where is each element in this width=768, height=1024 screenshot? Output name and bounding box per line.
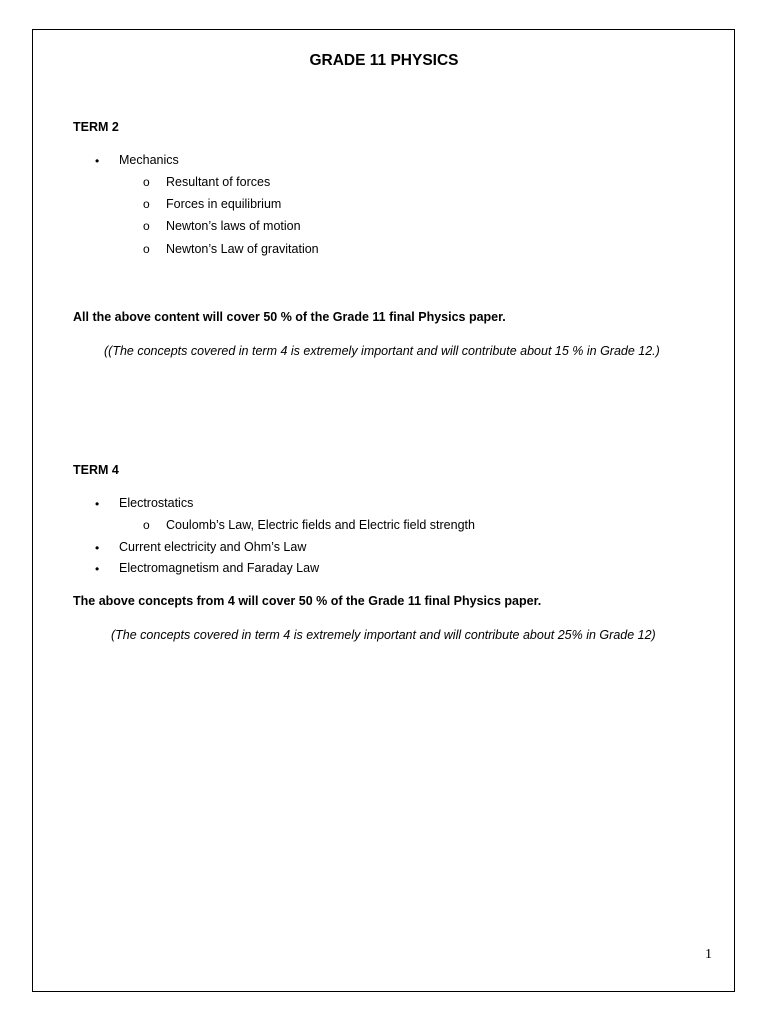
- list-item-electrostatics: Electrostatics: [119, 496, 194, 510]
- sub-list-item: Newton’s Law of gravitation: [166, 242, 319, 256]
- bullet-marker: •: [95, 154, 100, 168]
- sub-bullet-marker: o: [143, 242, 150, 256]
- page-border: [32, 29, 735, 992]
- term2-summary: All the above content will cover 50 % of the Grade 11 final Physics paper.: [73, 310, 506, 324]
- term4-heading: TERM 4: [73, 463, 119, 477]
- term2-note: ((The concepts covered in term 4 is extremely important and will contribute about 15 % in Grade 12.): [104, 344, 660, 358]
- bullet-marker: •: [95, 562, 100, 576]
- sub-bullet-marker: o: [143, 197, 150, 211]
- bullet-marker: •: [95, 497, 100, 511]
- term4-note: (The concepts covered in term 4 is extremely important and will contribute about 25% in Grade 12): [111, 628, 656, 642]
- sub-bullet-marker: o: [143, 175, 150, 189]
- list-item-current-electricity: Current electricity and Ohm’s Law: [119, 540, 307, 554]
- term2-heading: TERM 2: [73, 120, 119, 134]
- sub-bullet-marker: o: [143, 219, 150, 233]
- list-item-electromagnetism: Electromagnetism and Faraday Law: [119, 561, 320, 575]
- term4-summary: The above concepts from 4 will cover 50 % of the Grade 11 final Physics paper.: [73, 594, 542, 608]
- bullet-marker: •: [95, 541, 100, 555]
- list-item-mechanics: Mechanics: [119, 153, 179, 167]
- page-number: 1: [705, 947, 712, 962]
- sub-bullet-marker: o: [143, 518, 150, 532]
- sub-list-item: Forces in equilibrium: [166, 197, 282, 211]
- sub-list-item: Newton’s laws of motion: [166, 219, 301, 233]
- sub-list-item: Resultant of forces: [166, 175, 271, 189]
- document-title: GRADE 11 PHYSICS: [309, 52, 459, 69]
- sub-list-item: Coulomb’s Law, Electric fields and Electric field strength: [166, 518, 475, 532]
